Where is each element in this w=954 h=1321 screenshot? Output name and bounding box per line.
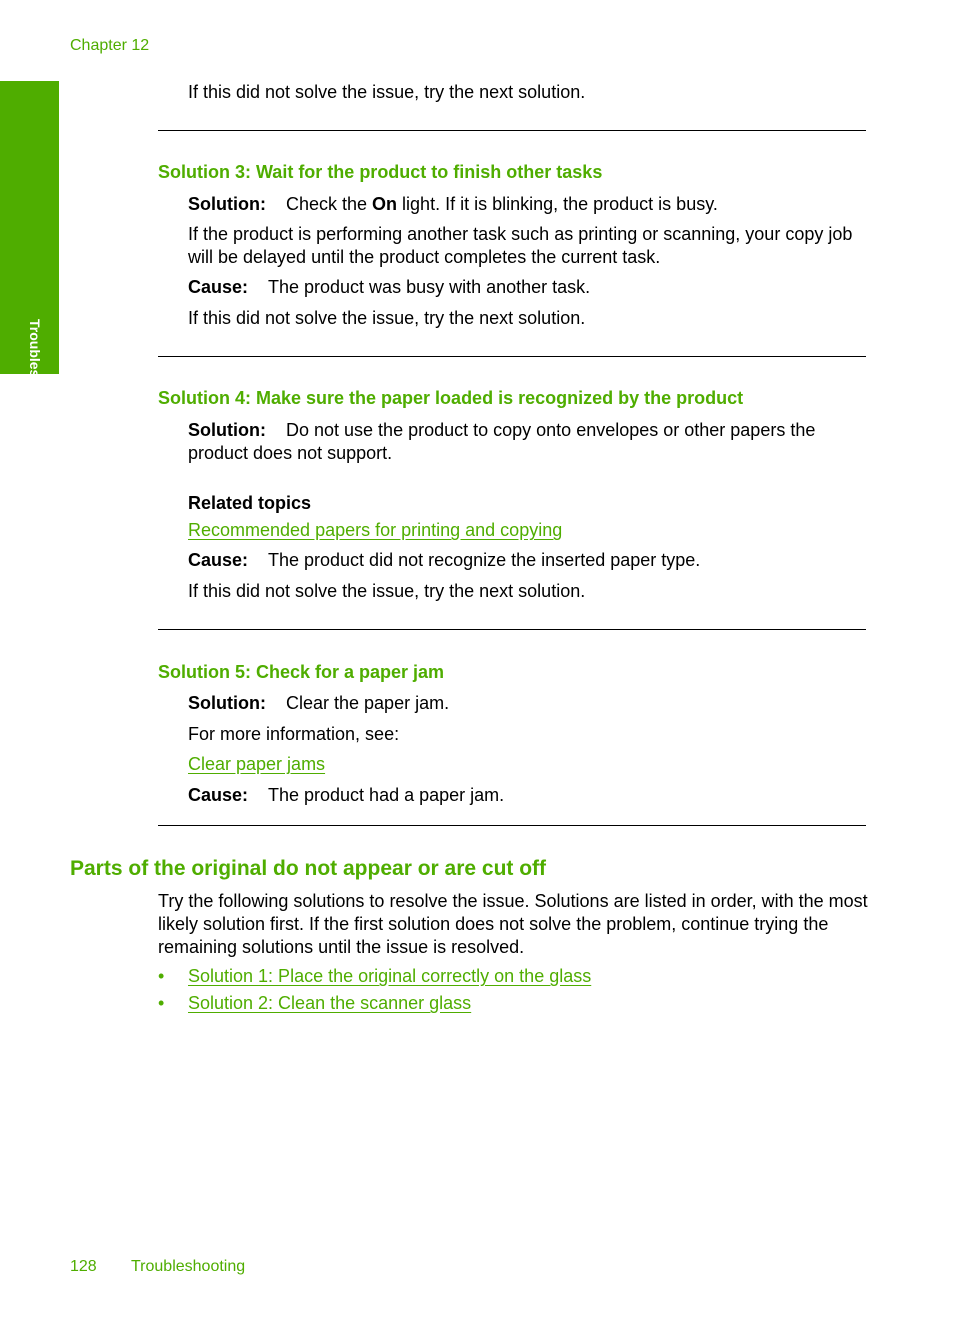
solution5-heading: Solution 5: Check for a paper jam (158, 662, 445, 682)
on-light-label: On (372, 194, 398, 214)
divider (158, 130, 866, 131)
divider (158, 356, 866, 357)
bullet-icon: • (158, 966, 165, 986)
related-link-container (188, 519, 562, 542)
related-topics-heading: Related topics (188, 493, 312, 513)
footer-section-name: Troubleshooting (131, 1258, 246, 1275)
solution5-solution-paragraph (188, 692, 449, 715)
solution4-heading: Solution 4: Make sure the paper loaded is recognized by the product (158, 388, 744, 408)
solution3-heading: Solution 3: Wait for the product to finish other tasks (158, 162, 603, 182)
solution-label: Solution: (188, 420, 266, 440)
solution4-cause-text: The product did not recognize the inserted paper type. (268, 550, 701, 570)
more-info-text: For more information, see: (188, 724, 400, 744)
divider (158, 629, 866, 630)
solution5-cause-text: The product had a paper jam. (268, 785, 505, 805)
list-item (158, 965, 591, 988)
solution3-cause-paragraph (188, 276, 590, 299)
section-intro-paragraph: Try the following solutions to resolve the issue. Solutions are listed in order, with the most likely solution first. If the first solution does not solve the problem, continue trying the remaining solutions until the issue is resolved. (158, 891, 868, 957)
cause-label: Cause: (188, 277, 249, 297)
clear-paper-jams-link[interactable]: Clear paper jams (188, 754, 326, 774)
solution3-solution-paragraph (188, 193, 718, 216)
solution3-detail-paragraph: If the product is performing another task such as printing or scanning, your copy job will be delayed until the product completes the current task. (188, 224, 853, 267)
side-tab (0, 81, 59, 429)
page-number: 128 (70, 1258, 97, 1275)
solution4-solution-paragraph (188, 419, 848, 465)
clear-jams-link-container (188, 753, 325, 776)
solution4-cause-paragraph (188, 549, 700, 572)
solution5-cause-paragraph (188, 784, 504, 807)
list-item (158, 992, 471, 1015)
section-heading: Parts of the original do not appear or are cut off (70, 857, 547, 880)
solution4-solution-text: Do not use the product to copy onto envelopes or other papers the product does not support. (188, 420, 816, 463)
solution-label: Solution: (188, 693, 266, 713)
solution3-next-text: If this did not solve the issue, try the next solution. (188, 308, 586, 328)
side-tab-label: Troubleshooting (27, 319, 43, 429)
divider (158, 825, 866, 826)
solution5-solution-text: Clear the paper jam. (286, 693, 450, 713)
solution-label: Solution: (188, 194, 266, 214)
intro-next-solution-text: If this did not solve the issue, try the next solution. (188, 82, 586, 102)
solution3-cause-text: The product was busy with another task. (268, 277, 591, 297)
solution1-link[interactable]: Solution 1: Place the original correctly on the glass (188, 966, 592, 986)
bullet-icon: • (158, 993, 165, 1013)
solution3-text-post: light. If it is blinking, the product is busy. (397, 194, 718, 214)
solution3-text-pre: Check the (286, 194, 373, 214)
chapter-label: Chapter 12 (70, 37, 150, 54)
recommended-papers-link[interactable]: Recommended papers for printing and copying (188, 520, 563, 540)
solution4-next-text: If this did not solve the issue, try the next solution. (188, 581, 586, 601)
cause-label: Cause: (188, 550, 249, 570)
solution2-link[interactable]: Solution 2: Clean the scanner glass (188, 993, 472, 1013)
cause-label: Cause: (188, 785, 249, 805)
